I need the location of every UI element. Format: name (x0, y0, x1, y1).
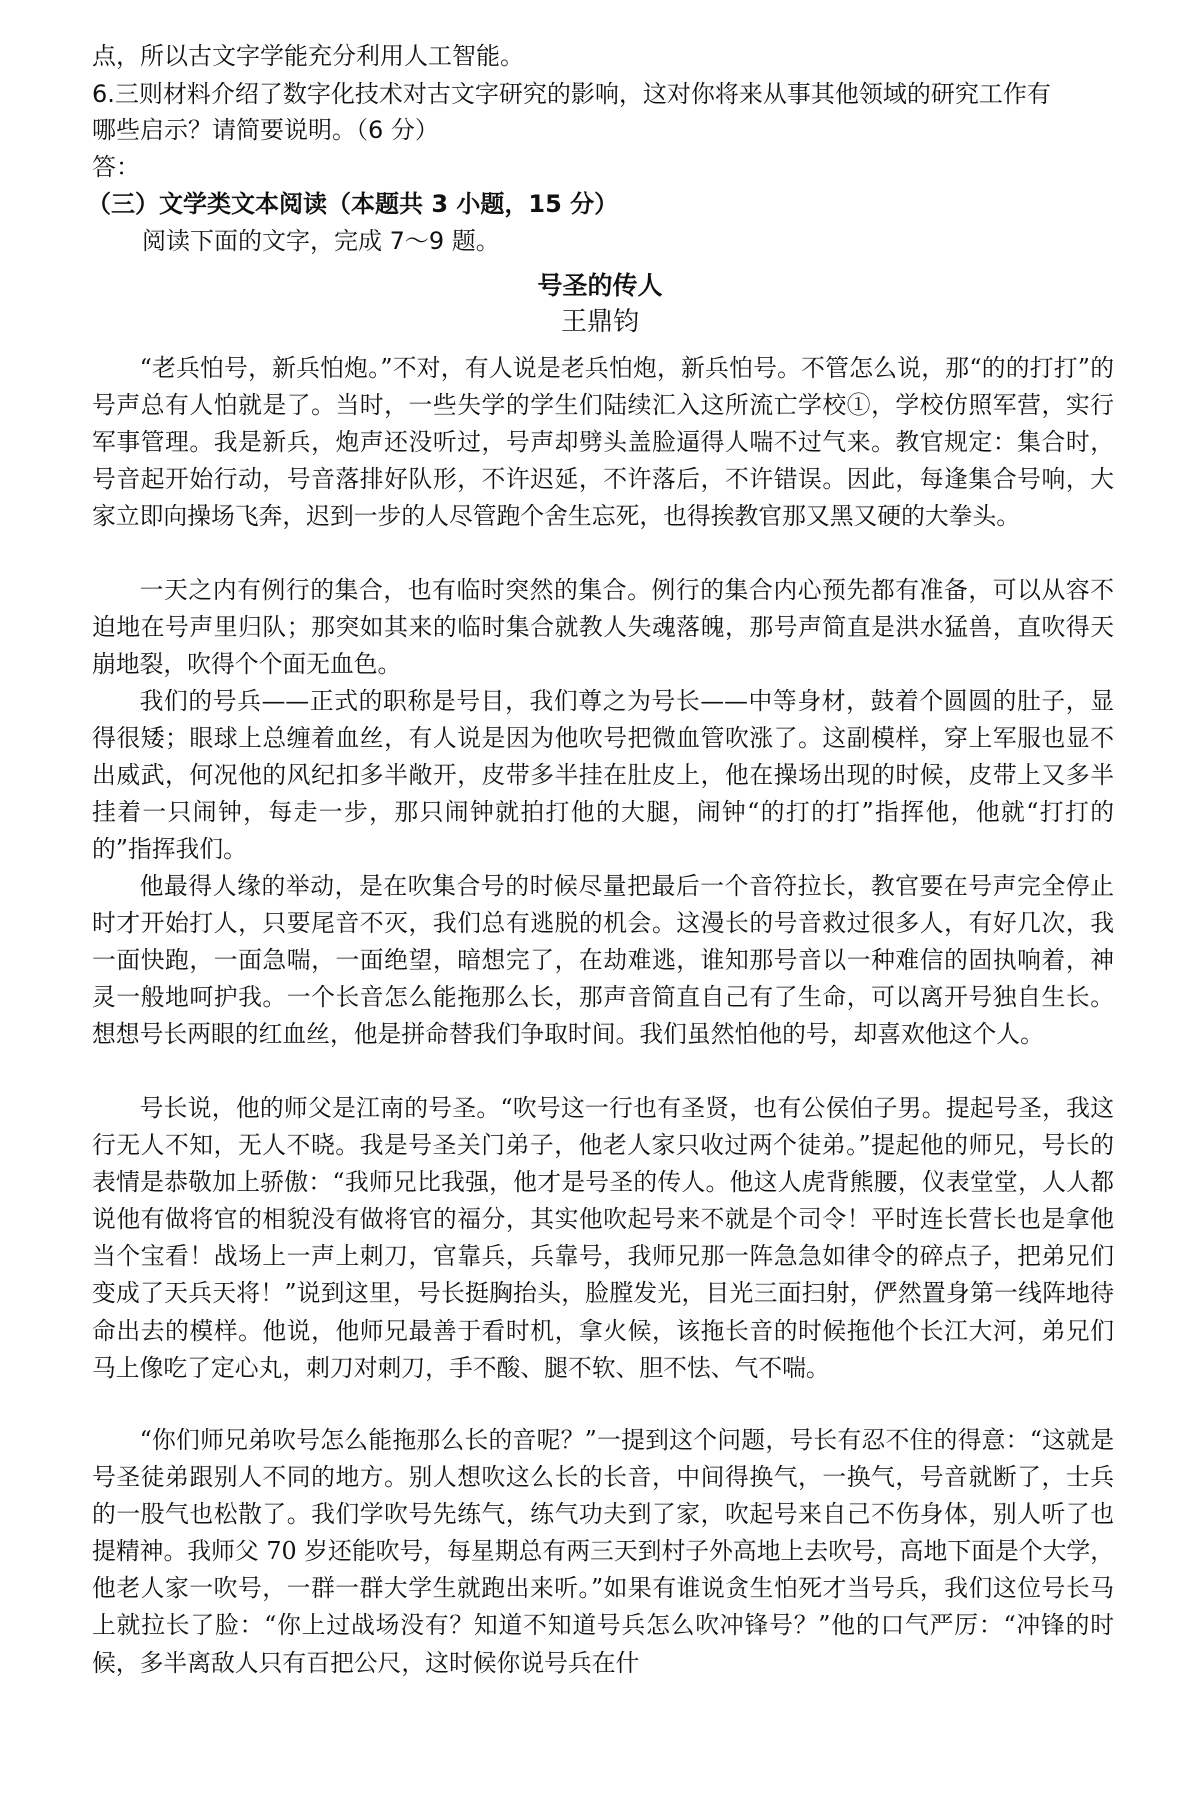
story-paragraph-2: 一天之内有例行的集合，也有临时突然的集合。例行的集合内心预先都有准备，可以从容不迫地在号声里归队；那突如其来的临时集合就教人失魂落魄，那号声简直是洪水猛兽，直吹得天崩地裂，吹得个个面无血色。 (92, 576, 1114, 679)
story-paragraph-6: “你们师兄弟吹号怎么能拖那么长的音呢？”一提到这个问题，号长有忍不住的得意：“这就是号圣徒弟跟别人不同的地方。别人想吹这么长的长音，中间得换气，一换气，号音就断了，士兵的一股气也松散了。我们学吹号先练气，练气功夫到了家，吹起号来自己不伤身体，别人听了也提精神。我师父 70 岁还能吹号，每星期总有两三天到村子外高地上去吹号，高地下面是个大学，他老人家一吹号，一群一群大学生就跑出来听。”如果有谁说贪生怕死才当号兵，我们这位号长马上就拉长了脸：“你上过战场没有？知道不知道号兵怎么吹冲锋号？”他的口气严厉：“冲锋的时候，多半离敌人只有百把公尺，这时候你说号兵在什 (92, 1426, 1114, 1677)
story-paragraph-1: “老兵怕号，新兵怕炮。”不对，有人说是老兵怕炮，新兵怕号。不管怎么说，那“的的打打”的号声总有人怕就是了。当时，一些失学的学生们陆续汇入这所流亡学校①，学校仿照军营，实行军事管理。我是新兵，炮声还没听过，号声却劈头盖脸逼得人喘不过气来。教官规定：集合时，号音起开始行动，号音落排好队形，不许迟延，不许落后，不许错误。因此，每逢集合号响，大家立即向操场飞奔，迟到一步的人尽管跑个舍生忘死，也得挨教官那又黑又硬的大拳头。 (92, 354, 1114, 531)
section-heading: （三）文学类文本阅读（本题共 3 小题，15 分） (87, 190, 619, 218)
prev-answer-line: 点，所以古文字学能充分利用人工智能。 (92, 42, 524, 70)
story-title: 号圣的传人 (537, 271, 663, 300)
question-6-line-2: 哪些启示？请简要说明。（6 分） (92, 116, 439, 144)
question-6-line-1: 6.三则材料介绍了数字化技术对古文字研究的影响，这对你将来从事其他领域的研究工作有 (92, 80, 1051, 108)
story-paragraph-5: 号长说，他的师父是江南的号圣。“吹号这一行也有圣贤，也有公侯伯子男。提起号圣，我这行无人不知，无人不晓。我是号圣关门弟子，他老人家只收过两个徒弟。”提起他的师兄，号长的表情是恭敬加上骄傲：“我师兄比我强，他才是号圣的传人。他这人虎背熊腰，仪表堂堂，人人都说他有做将官的相貌没有做将官的福分，其实他吹起号来不就是个司令！平时连长营长也是拿他当个宝看！战场上一声上刺刀，官靠兵，兵靠号，我师兄那一阵急急如律令的碎点子，把弟兄们变成了天兵天将！”说到这里，号长挺胸抬头，脸膛发光，目光三面扫射，俨然置身第一线阵地待命出去的模样。他说，他师兄最善于看时机，拿火候，该拖长音的时候拖他个长江大河，弟兄们马上像吃了定心丸，刺刀对刺刀，手不酸、腿不软、胆不怯、气不喘。 (92, 1094, 1114, 1382)
answer-label: 答： (92, 153, 140, 181)
story-author: 王鼎钧 (560, 307, 639, 337)
story-paragraph-4: 他最得人缘的举动，是在吹集合号的时候尽量把最后一个音符拉长，教官要在号声完全停止时才开始打人，只要尾音不灭，我们总有逃脱的机会。这漫长的号音救过很多人，有好几次，我一面快跑，一面急喘，一面绝望，暗想完了，在劫难逃，谁知那号音以一种难信的固执响着，神灵一般地呵护我。一个长音怎么能拖那么长，那声音简直自己有了生命，可以离开号独自生长。想想号长两眼的红血丝，他是拼命替我们争取时间。我们虽然怕他的号，却喜欢他这个人。 (92, 872, 1114, 1049)
story-paragraph-3: 我们的号兵——正式的职称是号目，我们尊之为号长——中等身材，鼓着个圆圆的肚子，显得很矮；眼球上总缠着血丝，有人说是因为他吹号把微血管吹涨了。这副模样，穿上军服也显不出威武，何况他的风纪扣多半敞开，皮带多半挂在肚皮上，他在操场出现的时候，皮带上又多半挂着一只闹钟，每走一步，那只闹钟就拍打他的大腿，闹钟“的打的打”指挥他，他就“打打的的”指挥我们。 (92, 687, 1114, 864)
section-instruction: 阅读下面的文字，完成 7～9 题。 (142, 227, 500, 255)
